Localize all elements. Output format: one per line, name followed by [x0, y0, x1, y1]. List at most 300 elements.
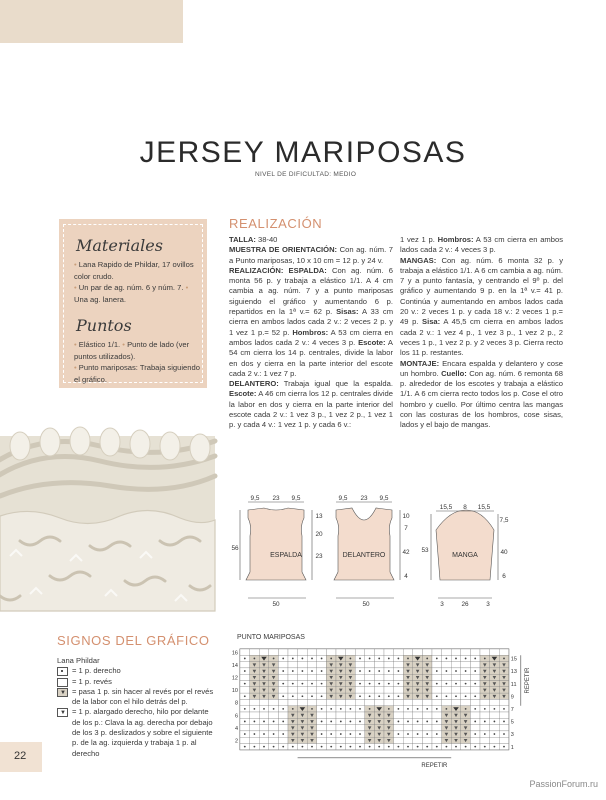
chart-cell [250, 725, 260, 731]
chart-cell [307, 649, 317, 655]
chart-dot [465, 695, 467, 697]
chart-dot [369, 708, 371, 710]
chart-dot [388, 746, 390, 748]
chart-cell [470, 649, 480, 655]
chart-dot [494, 721, 496, 723]
watermark: PassionForum.ru [529, 779, 598, 789]
chart-dot [407, 746, 409, 748]
chart-dot [503, 746, 505, 748]
chart-cell [346, 737, 356, 743]
chart-dot [311, 708, 313, 710]
chart-dot [494, 746, 496, 748]
chart-dot [359, 733, 361, 735]
row-number-right: 3 [510, 732, 514, 739]
chart-dot [494, 708, 496, 710]
chart-cell [422, 725, 432, 731]
chart-cell [432, 725, 442, 731]
chart-dot [350, 746, 352, 748]
chart-cell [365, 662, 375, 668]
legend-item: ▼ = pasa 1 p. sin hacer al revés por el revés de la labor con el hilo detrás del p. [57, 687, 217, 708]
chart-dot [494, 733, 496, 735]
chart-cell [403, 649, 413, 655]
chart-dot [292, 658, 294, 660]
row-number-right: 9 [510, 694, 514, 701]
realizacion-column-left [229, 235, 393, 431]
chart-dot [474, 708, 476, 710]
chart-cell [317, 737, 327, 743]
chart-dot [350, 658, 352, 660]
chart-dot [465, 670, 467, 672]
chart-cell [461, 687, 471, 693]
chart-cell [470, 699, 480, 705]
chart-dot [455, 670, 457, 672]
chart-cell [259, 649, 269, 655]
chart-cell [451, 674, 461, 680]
chart-dot [378, 746, 380, 748]
chart-cell [355, 674, 365, 680]
chart-cell [326, 737, 336, 743]
chart-dot [263, 746, 265, 748]
chart-dot [282, 658, 284, 660]
chart-dot [446, 746, 448, 748]
chart-cell [288, 674, 298, 680]
chart-dot [311, 683, 313, 685]
chart-cell [250, 712, 260, 718]
chart-cell [480, 737, 490, 743]
chart-dot [484, 708, 486, 710]
stitch-chart [228, 643, 531, 783]
chart-dot [465, 708, 467, 710]
chart-dot [282, 721, 284, 723]
chart-cell [432, 674, 442, 680]
chart-cell [317, 699, 327, 705]
chart-dot [446, 670, 448, 672]
dim: 15,5 [477, 504, 491, 511]
chart-cell [269, 725, 279, 731]
chart-dot [388, 683, 390, 685]
chart-dot [302, 695, 304, 697]
chart-dot [350, 721, 352, 723]
chart-cell [336, 699, 346, 705]
chart-dot [350, 733, 352, 735]
chart-dot [330, 708, 332, 710]
dim: 50 [362, 601, 370, 608]
chart-cell [394, 725, 404, 731]
chart-dot [455, 683, 457, 685]
chart-cell [442, 662, 452, 668]
chart-cell [470, 662, 480, 668]
point-item: • Punto mariposas: Trabaja siguiendo el gráfico. [74, 363, 200, 384]
dim: 7 [404, 525, 408, 532]
repeat-label: REPETIR [421, 762, 448, 769]
chart-cell [355, 712, 365, 718]
chart-dot [302, 746, 304, 748]
materials-list [74, 259, 202, 305]
paragraph: MANGAS: Con ag. núm. 6 monta 32 p. y trabaja a elástico 1/1. A 6 cm cambia a ag. núm. 7 y a punto fantasía, y centrando el 9º p. del gráfico y aumentando 9 p. en la 1ª v.= 41 p. Continúa y aumentando en ambos lados cada 20 v.: 2 veces 1 p. y cada 18 v.: 2 veces 1 p.= 49 p. Sisa: A 45,5 cm cierra en ambos lados cada 2 v.: 1 vez 4 p., 1 vez 3 p., 1 vez 2 p., 2 veces 1 p., 1 vez 2 p. y 2 veces 3 p. Cierra recto los 11 p. restantes. [400, 255, 563, 358]
chart-dot [254, 708, 256, 710]
chart-cell [374, 649, 384, 655]
chart-dot [455, 658, 457, 660]
chart-cell [432, 649, 442, 655]
chart-dot [417, 721, 419, 723]
dim: 8 [463, 504, 467, 511]
chart-cell [336, 712, 346, 718]
chart-dot [436, 721, 438, 723]
chart-dot [426, 733, 428, 735]
dim: 9,5 [379, 495, 389, 502]
chart-cell [269, 649, 279, 655]
chart-dot [474, 733, 476, 735]
paragraph: 1 vez 1 p. Hombros: A 53 cm cierra en ambos lados cada 2 v.: 4 veces 3 p. [400, 235, 563, 255]
chart-cell [432, 712, 442, 718]
chart-dot [254, 733, 256, 735]
chart-cell [317, 725, 327, 731]
chart-cell [298, 687, 308, 693]
chart-cell [394, 737, 404, 743]
page-number-box [0, 742, 42, 772]
chart-dot [254, 746, 256, 748]
chart-dot [484, 733, 486, 735]
row-number-right: 5 [510, 719, 514, 726]
chart-cell [288, 649, 298, 655]
chart-cell [346, 712, 356, 718]
chart-dot [254, 721, 256, 723]
chart-dot [398, 733, 400, 735]
chart-dot [340, 721, 342, 723]
chart-cell [365, 687, 375, 693]
dim: 56 [231, 545, 239, 552]
difficulty-label: NIVEL DE DIFICULTAD: MEDIO [255, 171, 357, 178]
chart-dot [417, 746, 419, 748]
chart-dot [474, 683, 476, 685]
chart-cell [259, 737, 269, 743]
chart-dot [292, 695, 294, 697]
material-item: • Lana Rapido de Phildar, 17 ovillos color crudo. [74, 260, 194, 281]
chart-dot [273, 721, 275, 723]
dim: 40 [500, 549, 508, 556]
chart-dot [244, 721, 246, 723]
chart-dot [321, 708, 323, 710]
slip-symbol-icon: ▼ [57, 688, 68, 697]
signos-heading: SIGNOS DEL GRÁFICO [57, 633, 210, 648]
chart-cell [278, 687, 288, 693]
chart-dot [359, 670, 361, 672]
chart-dot [484, 746, 486, 748]
chart-cell [374, 687, 384, 693]
chart-cell [307, 674, 317, 680]
chart-dot [359, 708, 361, 710]
chart-dot [292, 746, 294, 748]
chart-dot [292, 683, 294, 685]
chart-dot [359, 695, 361, 697]
dim: 23 [360, 495, 368, 502]
chart-cell [288, 699, 298, 705]
row-number-left: 10 [231, 688, 238, 695]
chart-cell [288, 687, 298, 693]
chart-cell [240, 662, 250, 668]
chart-cell [470, 674, 480, 680]
chart-cell [490, 725, 500, 731]
chart-dot [388, 708, 390, 710]
chart-dot [263, 733, 265, 735]
chart-cell [269, 712, 279, 718]
chart-dot [398, 746, 400, 748]
chart-cell [326, 712, 336, 718]
chart-cell [269, 737, 279, 743]
chart-dot [292, 708, 294, 710]
chart-dot [330, 721, 332, 723]
chart-cell [403, 737, 413, 743]
chart-dot [436, 695, 438, 697]
chart-dot [407, 708, 409, 710]
chart-dot [244, 670, 246, 672]
chart-dot [244, 658, 246, 660]
dim: 23 [272, 495, 280, 502]
chart-cell [461, 662, 471, 668]
page-number: 22 [14, 750, 27, 762]
chart-cell [394, 649, 404, 655]
chart-cell [499, 699, 509, 705]
row-number-right: 1 [510, 744, 514, 751]
chart-dot [436, 708, 438, 710]
chart-cell [240, 725, 250, 731]
row-number-left: 8 [234, 700, 238, 707]
repeat-side-label: REPETIR [524, 667, 531, 694]
row-number-left: 14 [231, 662, 238, 669]
chart-dot [273, 733, 275, 735]
chart-cell [307, 687, 317, 693]
chart-dot [273, 708, 275, 710]
chart-dot [474, 695, 476, 697]
chart-cell [499, 649, 509, 655]
chart-dot [503, 708, 505, 710]
chart-dot [340, 746, 342, 748]
chart-cell [317, 662, 327, 668]
row-number-left: 4 [234, 725, 238, 732]
chart-cell [317, 687, 327, 693]
row-number-right: 15 [510, 656, 517, 663]
chart-cell [278, 674, 288, 680]
chart-cell [250, 699, 260, 705]
chart-dot [282, 746, 284, 748]
chart-dot [474, 658, 476, 660]
chart-dot [484, 721, 486, 723]
chart-cell [278, 699, 288, 705]
chart-cell [374, 674, 384, 680]
delantero-label: DELANTERO [342, 552, 386, 559]
chart-dot [455, 695, 457, 697]
dim: 15,5 [439, 504, 453, 511]
chart-dot [417, 733, 419, 735]
chart-cell [461, 699, 471, 705]
chart-dot [388, 658, 390, 660]
chart-dot [359, 746, 361, 748]
chart-cell [470, 712, 480, 718]
material-item: • Un par de ag. núm. 6 y núm. 7. • Una ag. lanera. [74, 283, 189, 304]
chart-dot [398, 695, 400, 697]
chart-dot [311, 746, 313, 748]
chart-cell [499, 725, 509, 731]
chart-dot [302, 658, 304, 660]
chart-dot [282, 695, 284, 697]
chart-dot [292, 670, 294, 672]
chart-cell [432, 662, 442, 668]
chart-cell [307, 662, 317, 668]
row-number-left: 16 [231, 650, 238, 657]
chart-dot [302, 670, 304, 672]
chart-dot [369, 658, 371, 660]
chart-cell [298, 674, 308, 680]
chart-cell [422, 699, 432, 705]
chart-cell [490, 737, 500, 743]
chart-cell [442, 687, 452, 693]
chart-dot [321, 658, 323, 660]
row-number-left: 2 [234, 738, 238, 745]
chart-cell [278, 725, 288, 731]
chart-dot [407, 721, 409, 723]
chart-dot [436, 746, 438, 748]
legend-item: = 1 p. derecho [57, 666, 217, 676]
legend-item: = 1 p. revés [57, 677, 217, 687]
dim: 4 [404, 573, 408, 580]
row-number-left: 12 [231, 675, 238, 682]
dim: 9,5 [291, 495, 301, 502]
dim: 20 [315, 531, 323, 538]
dim: 10 [402, 513, 410, 520]
chart-dot [330, 658, 332, 660]
chart-cell [355, 699, 365, 705]
top-color-band [0, 0, 183, 43]
chart-dot [446, 708, 448, 710]
chart-dot [282, 733, 284, 735]
points-list [74, 339, 202, 385]
chart-cell [298, 699, 308, 705]
chart-cell [278, 737, 288, 743]
chart-dot [378, 670, 380, 672]
chart-dot [407, 658, 409, 660]
chart-cell [432, 737, 442, 743]
chart-dot [340, 708, 342, 710]
chart-dot [426, 708, 428, 710]
dim: 7,5 [499, 517, 509, 524]
chart-cell [451, 699, 461, 705]
dim: 6 [502, 573, 506, 580]
chart-cell [317, 649, 327, 655]
chart-dot [426, 721, 428, 723]
knit-photo [0, 436, 215, 611]
chart-dot [378, 683, 380, 685]
chart-cell [374, 662, 384, 668]
chart-title: PUNTO MARIPOSAS [237, 634, 305, 641]
chart-dot [273, 658, 275, 660]
chart-dot [244, 733, 246, 735]
chart-dot [263, 721, 265, 723]
row-number-right: 13 [510, 669, 517, 676]
chart-dot [369, 746, 371, 748]
chart-cell [470, 687, 480, 693]
dim: 13 [315, 513, 323, 520]
purl-symbol-icon [57, 678, 68, 687]
row-number-left: 6 [234, 713, 238, 720]
chart-dot [282, 683, 284, 685]
chart-dot [465, 683, 467, 685]
chart-cell [403, 699, 413, 705]
chart-cell [422, 649, 432, 655]
chart-cell [326, 649, 336, 655]
chart-cell [432, 699, 442, 705]
chart-dot [417, 708, 419, 710]
dim: 26 [461, 601, 469, 608]
chart-dot [302, 683, 304, 685]
chart-dot [321, 733, 323, 735]
chart-dot [282, 670, 284, 672]
chart-dot [321, 695, 323, 697]
chart-dot [359, 721, 361, 723]
dim: 3 [486, 601, 490, 608]
chart-dot [340, 733, 342, 735]
legend-item: ▼ = 1 p. alargado derecho, hilo por delante de los p.: Clava la ag. derecha por debajo de los 3 p. deslizados y sobre el siguiente p. de la ag. izquierda y trabaja 1 p. al derecho [57, 707, 217, 758]
chart-cell [413, 649, 423, 655]
chart-cell [470, 737, 480, 743]
chart-cell [269, 699, 279, 705]
chart-dot [398, 721, 400, 723]
chart-dot [436, 658, 438, 660]
chart-cell [336, 649, 346, 655]
chart-cell [490, 712, 500, 718]
chart-dot [465, 658, 467, 660]
chart-cell [490, 649, 500, 655]
chart-dot [282, 708, 284, 710]
chart-dot [455, 746, 457, 748]
chart-cell [317, 712, 327, 718]
chart-cell [384, 687, 394, 693]
chart-cell [346, 649, 356, 655]
chart-cell [259, 712, 269, 718]
dim: 9,5 [250, 495, 260, 502]
garment-schematics [228, 492, 508, 610]
chart-cell [413, 725, 423, 731]
chart-cell [374, 699, 384, 705]
chart-cell [413, 712, 423, 718]
chart-cell [394, 662, 404, 668]
chart-dot [311, 658, 313, 660]
chart-dot [244, 683, 246, 685]
chart-dot [436, 733, 438, 735]
chart-cell [278, 712, 288, 718]
chart-dot [378, 658, 380, 660]
chart-cell [490, 699, 500, 705]
chart-cell [499, 712, 509, 718]
chart-dot [388, 695, 390, 697]
chart-cell [461, 674, 471, 680]
chart-cell [346, 699, 356, 705]
chart-cell [384, 674, 394, 680]
chart-dot [388, 670, 390, 672]
chart-dot [436, 683, 438, 685]
chart-dot [474, 721, 476, 723]
dim: 23 [315, 553, 323, 560]
chart-cell [451, 687, 461, 693]
chart-cell [442, 674, 452, 680]
chart-cell [442, 699, 452, 705]
chart-cell [317, 674, 327, 680]
chart-dot [321, 746, 323, 748]
chart-dot [446, 695, 448, 697]
signos-legend [57, 656, 217, 759]
chart-dot [474, 746, 476, 748]
realizacion-column-right [400, 235, 563, 431]
chart-dot [369, 695, 371, 697]
